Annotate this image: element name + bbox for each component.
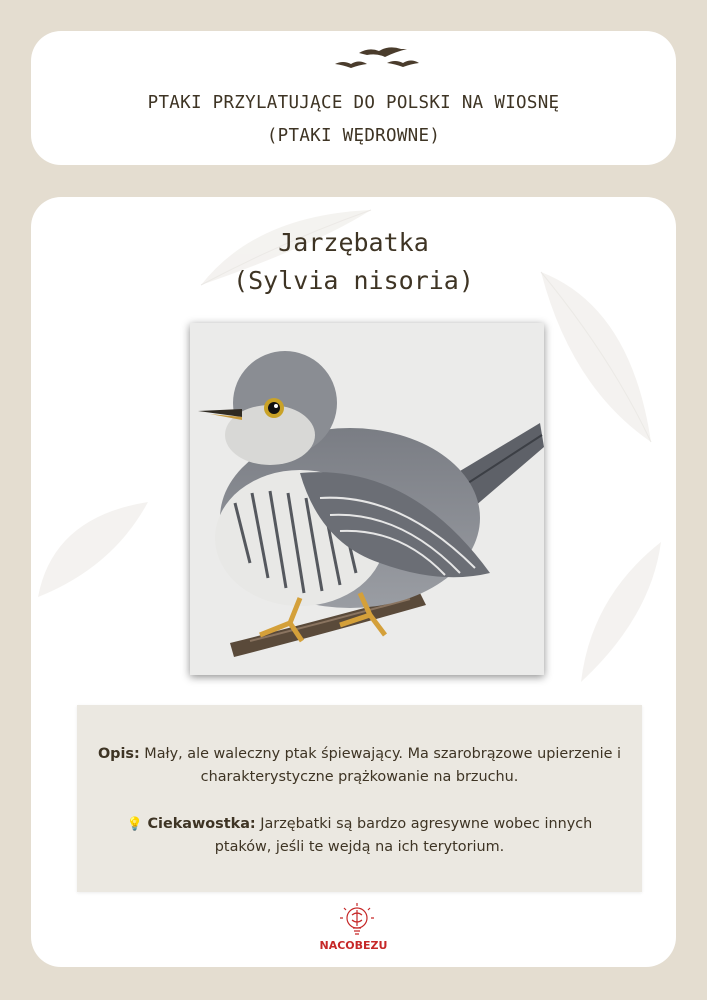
description-text: Mały, ale waleczny ptak śpiewający. Ma szarobrązowe upierzenie i charakterystyczne prążkowanie na brzuchu. (139, 746, 622, 785)
brand-name: NACOBEZU (319, 939, 388, 952)
bird-name: Jarzębatka (278, 228, 429, 257)
header-card (31, 31, 676, 165)
bird-illustration (190, 323, 544, 675)
description (97, 743, 622, 789)
bird-photo (190, 323, 544, 675)
flying-birds-icon (319, 39, 459, 79)
page-title: PTAKI PRZYLATUJĄCE DO POLSKI NA WIOSNĘ (147, 93, 560, 113)
page-subtitle: (PTAKI WĘDROWNE) (266, 126, 441, 146)
feather-icon (571, 537, 671, 687)
description-label: Opis: (97, 746, 140, 762)
info-note (77, 705, 642, 892)
bird-card (31, 197, 676, 967)
feather-icon (33, 497, 153, 607)
fact-label: Ciekawostka: (147, 816, 256, 832)
fact-text: Jarzębatki są bardzo agresywne wobec innych ptaków, jeśli te wejdą na ich terytorium. (214, 816, 593, 855)
lightbulb-icon: 💡 (126, 817, 143, 832)
bird-latin-name: (Sylvia nisoria) (233, 266, 474, 295)
fun-fact (97, 813, 622, 859)
lightbulb-brain-icon (337, 901, 377, 941)
